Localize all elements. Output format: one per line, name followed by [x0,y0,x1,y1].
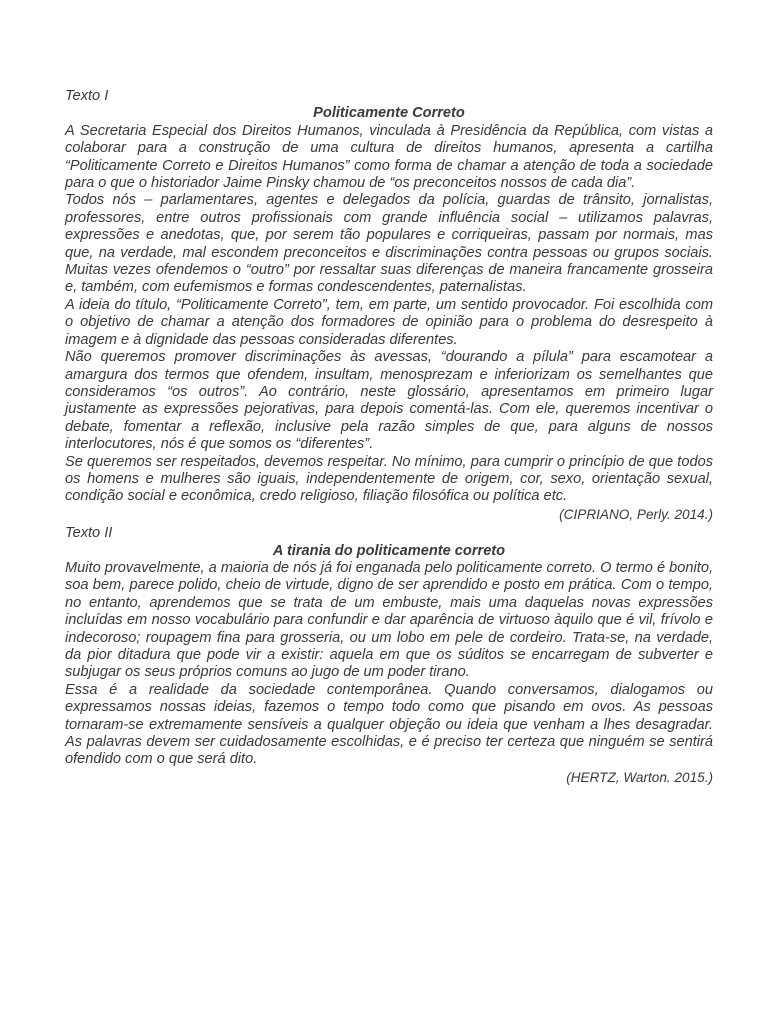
texto-1-paragraph-4: Não queremos promover discriminações às avessas, “dourando a pílula” para escamotear a amargura dos termos que ofendem, insultam, menosprezam e inferiorizam os semelhantes que consideramos “os outros”. Ao contrário, neste glossário, apresentamos em primeiro lugar justamente as expressões pejorativas, para depois comentá-las. Com ele, queremos incentivar o debate, fomentar a reflexão, inclusive pela razão simples de que, para alguns de nossos interlocutores, nós é que somos os “diferentes”. [65,349,713,453]
texto-1-title: Politicamente Correto [313,105,465,122]
texto-1-paragraph-2: Todos nós – parlamentares, agentes e delegados da polícia, guardas de trânsito, jornalistas, professores, entre outros profissionais com grande influência social – utilizamos palavras, expressões e anedotas, que, por serem tão populares e corriqueiras, passam por normais, mas que, na verdade, mal escondem preconceitos e discriminações contra pessoas ou grupos sociais. Muitas vezes ofendemos o “outro” por ressaltar suas diferenças de maneira francamente grosseira e, também, com eufemismos e formas condescendentes, paternalistas. [65,192,713,296]
texto-2-section [65,525,713,786]
texto-1-paragraph-3: A ideia do título, “Politicamente Correto”, tem, em parte, um sentido provocador. Foi escolhida com o objetivo de chamar a atenção dos formadores de opinião para o problema do desrespeito à imagem e à dignidade das pessoas consideradas diferentes. [65,296,713,348]
texto-2-label: Texto II [65,525,113,542]
texto-2-title: A tirania do politicamente correto [272,542,506,559]
texto-2-paragraph-2: Essa é a realidade da sociedade contemporânea. Quando conversamos, dialogamos ou expressamos nossas ideias, fazemos o tempo todo como que pisando em ovos. As pessoas tornaram-se extremamente sensíveis a qualquer objeção ou ideia que venham a lhes desagradar. As palavras devem ser cuidadosamente escolhidas, e é preciso ter certeza que ninguém se sentirá ofendido com o que será dito. [65,681,713,768]
texto-1-label: Texto I [65,88,109,104]
texto-2-source: (HERTZ, Warton. 2015.) [566,769,713,785]
texto-1-paragraph-1: A Secretaria Especial dos Direitos Humanos, vinculada à Presidência da República, com vistas a colaborar para a construção de uma cultura de direitos humanos, apresenta a cartilha “Politicamente Correto e Direitos Humanos” como forma de chamar a atenção de toda a sociedade para o que o historiador Jaime Pinsky chamou de “os preconceitos nossos de cada dia”. [65,122,713,192]
texto-1-section [65,88,713,523]
texto-1-source: (CIPRIANO, Perly. 2014.) [559,506,713,522]
texto-1-paragraph-5: Se queremos ser respeitados, devemos respeitar. No mínimo, para cumprir o princípio de que todos os homens e mulheres são iguais, independentemente de origem, cor, sexo, orientação sexual, condição social e econômica, credo religioso, filiação filosófica ou política etc. [65,453,713,505]
texto-2-paragraph-1: Muito provavelmente, a maioria de nós já foi enganada pelo politicamente correto. O termo é bonito, soa bem, parece polido, cheio de virtude, digno de ser aprendido e posto em prática. Com o tempo, no entanto, aprendemos que se trata de um embuste, mais uma daquelas novas expressões incluídas em nosso vocabulário para confundir e dar aparência de virtuoso àquilo que é vil, frívolo e indecoroso; roupagem fina para grosseria, ou um lobo em pele de cordeiro. Trata-se, na verdade, da pior ditadura que pode vir a existir: aquela em que os súditos se encarregam de subverter e subjugar os seus próprios comuns ao jugo de um poder tirano. [65,559,713,681]
document-page [65,88,713,786]
